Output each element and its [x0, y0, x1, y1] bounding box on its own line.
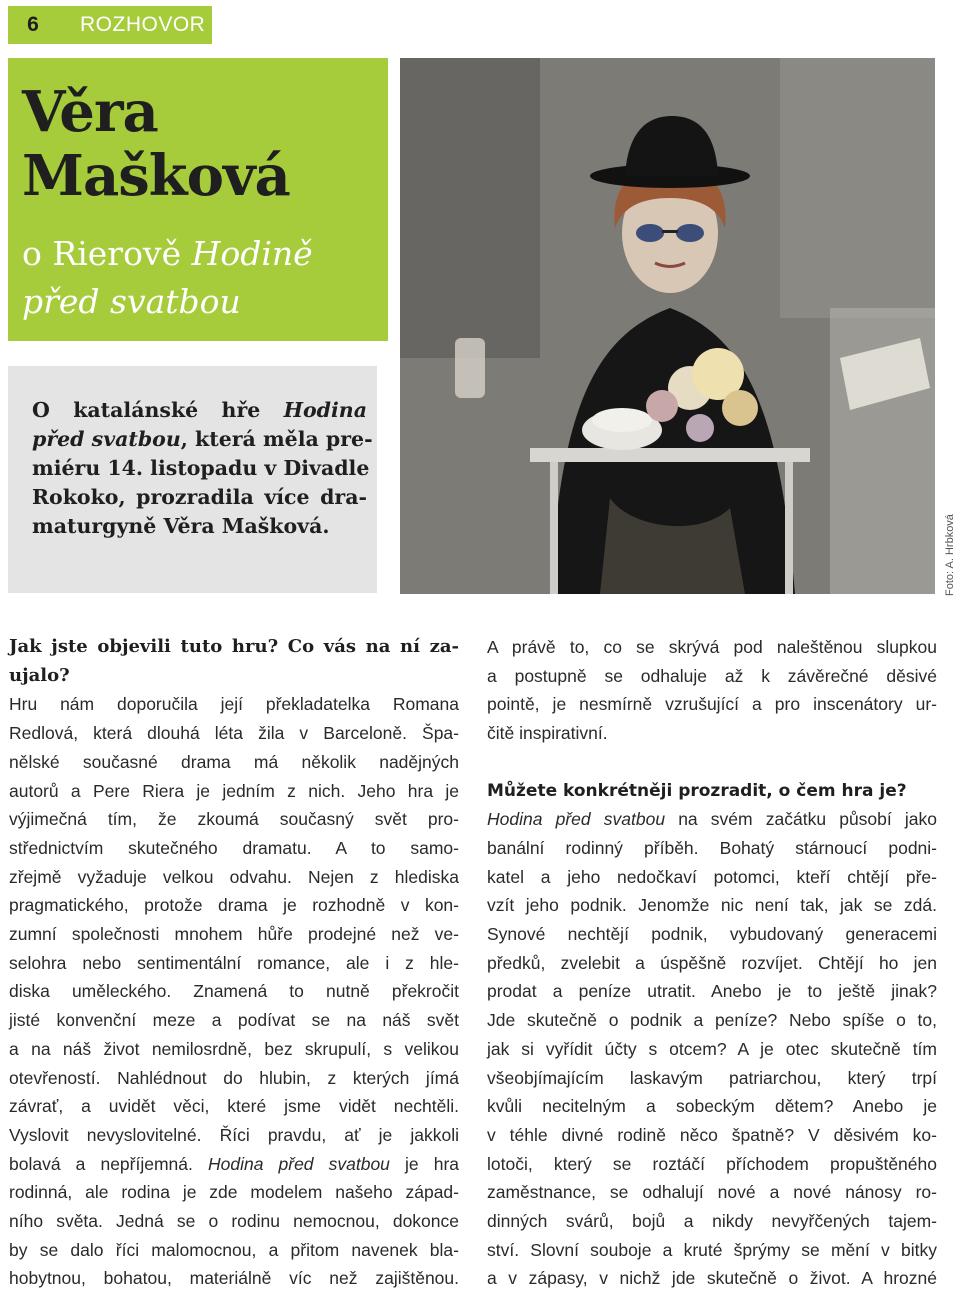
body-line: v téhle divné rodině něco špatně? V děsivém ko- [487, 1124, 937, 1145]
photo-credit: Foto: A. Hrbková [944, 514, 956, 596]
body-line: závrať, a uvidět věci, které jsme vidět nechtěli. [9, 1096, 459, 1117]
body-line: autorů a Pere Riera je jedním z nich. Jeho hra je [9, 780, 459, 801]
body-line: Vyslovit nevyslovitelné. Říci pravdu, ať je jakkoli [9, 1124, 459, 1145]
body-line: by se dalo říci malomocnou, a přitom navenek bla- [9, 1239, 459, 1260]
body-line: Hodina před svatbou na svém začátku působí jako [487, 809, 937, 830]
lead-box [8, 366, 377, 593]
body-line: Jde skutečně o podnik a peníze? Nebo spíše o to, [487, 1010, 937, 1031]
interview-question: Jak jste objevili tuto hru? Co vás na ní za- [9, 636, 459, 657]
body-line: čitě inspirativní. [487, 723, 608, 744]
body-line: katel a jeho nedočkaví potomci, kteří chtějí pře- [487, 866, 937, 887]
body-line: nělské současné drama má několik nadějných [9, 751, 459, 772]
body-line: vzít jeho podnik. Jenomže nic není tak, jak se zdá. [487, 895, 937, 916]
body-line: pointě, je nesmírně vzrušující a pro inscenátory ur- [487, 694, 937, 715]
paragraph-gap [487, 748, 937, 777]
section-label: ROZHOVOR [80, 13, 206, 36]
lead-line: před svatbou, která měla pre- [32, 427, 373, 451]
title-box [8, 58, 388, 341]
interview-question: Můžete konkrétněji prozradit, o čem hra je? [487, 780, 907, 801]
lead-paragraph [32, 396, 373, 541]
body-line: diska uměleckého. Znamená to nutně překročit [9, 981, 459, 1002]
body-line: kvůli necitelným a sobeckým dětem? Anebo je [487, 1096, 937, 1117]
body-line: otevřeností. Nahlédnout do hlubin, z kterých jímá [9, 1067, 459, 1088]
body-line: výjimečná tím, že zkoumá současný svět pro- [9, 809, 459, 830]
body-line: Hru nám doporučila její překladatelka Romana [9, 694, 459, 715]
page-number: 6 [27, 13, 39, 36]
body-line: předků, zvelebit a úspěšně rozvíjet. Chtějí ho jen [487, 952, 937, 973]
body-line: Redlová, která dlouhá léta žila v Barceloně. Špa- [9, 723, 459, 744]
title-line: Věra [22, 79, 158, 145]
body-line: selohra nebo sentimentální romance, ale i z hle- [9, 952, 459, 973]
body-line: a postupně se odhaluje až k závěrečné děsivé [487, 665, 937, 686]
right-column [487, 633, 937, 1293]
body-line: Synové nechtějí podnik, vybudovaný generacemi [487, 924, 937, 945]
left-column [9, 633, 459, 1293]
body-line: bolavá a nepříjemná. Hodina před svatbou je hra [9, 1153, 460, 1174]
body-line: banální rodinný příběh. Bohatý stárnoucí podni- [487, 837, 937, 858]
body-line: hobytnou, bohatou, materiálně víc než zajištěnou. [9, 1268, 459, 1289]
interview-question: ujalo? [9, 664, 70, 686]
lead-line: O katalánské hře Hodina [32, 398, 367, 422]
lead-line: miéru 14. listopadu v Divadle [32, 456, 370, 480]
body-line: A právě to, co se skrývá pod naleštěnou slupkou [487, 637, 937, 657]
lead-line: maturgyně Věra Mašková. [32, 514, 330, 538]
subtitle-line: o Rierově Hodině [22, 234, 313, 273]
body-line: všeobjímajícím laskavým patriarchou, který trpí [487, 1067, 937, 1088]
body-line: zaměstnance, se odhalují nové a nové nánosy ro- [487, 1182, 937, 1203]
section-header [8, 6, 212, 44]
title-line: Mašková [22, 143, 290, 209]
subtitle-line: před svatbou [22, 282, 241, 321]
lead-line: Rokoko, prozradila více dra- [32, 485, 367, 509]
body-line: ství. Slovní souboje a kruté šprýmy se mění v bitky [487, 1239, 937, 1260]
article-title [22, 80, 290, 208]
portrait-illustration [400, 58, 935, 594]
body-line: prodat a peníze utratit. Anebo je to ještě jinak? [487, 981, 937, 1002]
portrait-photo [400, 58, 935, 594]
body-line: a na náš život nemilosrdně, bez skrupulí, s velikou [9, 1038, 459, 1059]
body-line: a v zápasy, v nichž jde skutečně o život. A hrozné [487, 1268, 937, 1289]
article-subtitle [22, 230, 313, 326]
body-line: jak si vyřídit účty s otcem? A je otec skutečně tím [487, 1038, 937, 1059]
body-line: zřejmě vyžaduje velkou odvahu. Nejen z hlediska [9, 866, 459, 887]
body-line: dinných svárů, bojů a nikdy nevyřčených tajem- [487, 1211, 937, 1232]
body-line: pragmatického, protože drama je rozhodně v kon- [9, 895, 459, 916]
body-line: střednictvím skutečného dramatu. A to samo- [9, 837, 459, 858]
body-line: zumní společnosti mnohem hůře prodejné než ve- [9, 924, 459, 945]
body-line: lotoči, který se roztáčí příchodem propuštěného [487, 1153, 937, 1174]
body-line: ního světa. Jedná se o rodinu nemocnou, dokonce [9, 1211, 459, 1232]
body-line: jisté konvenční meze a podívat se na náš svět [9, 1010, 459, 1031]
body-line: rodinná, ale rodina je zde modelem našeho západ- [9, 1182, 459, 1203]
